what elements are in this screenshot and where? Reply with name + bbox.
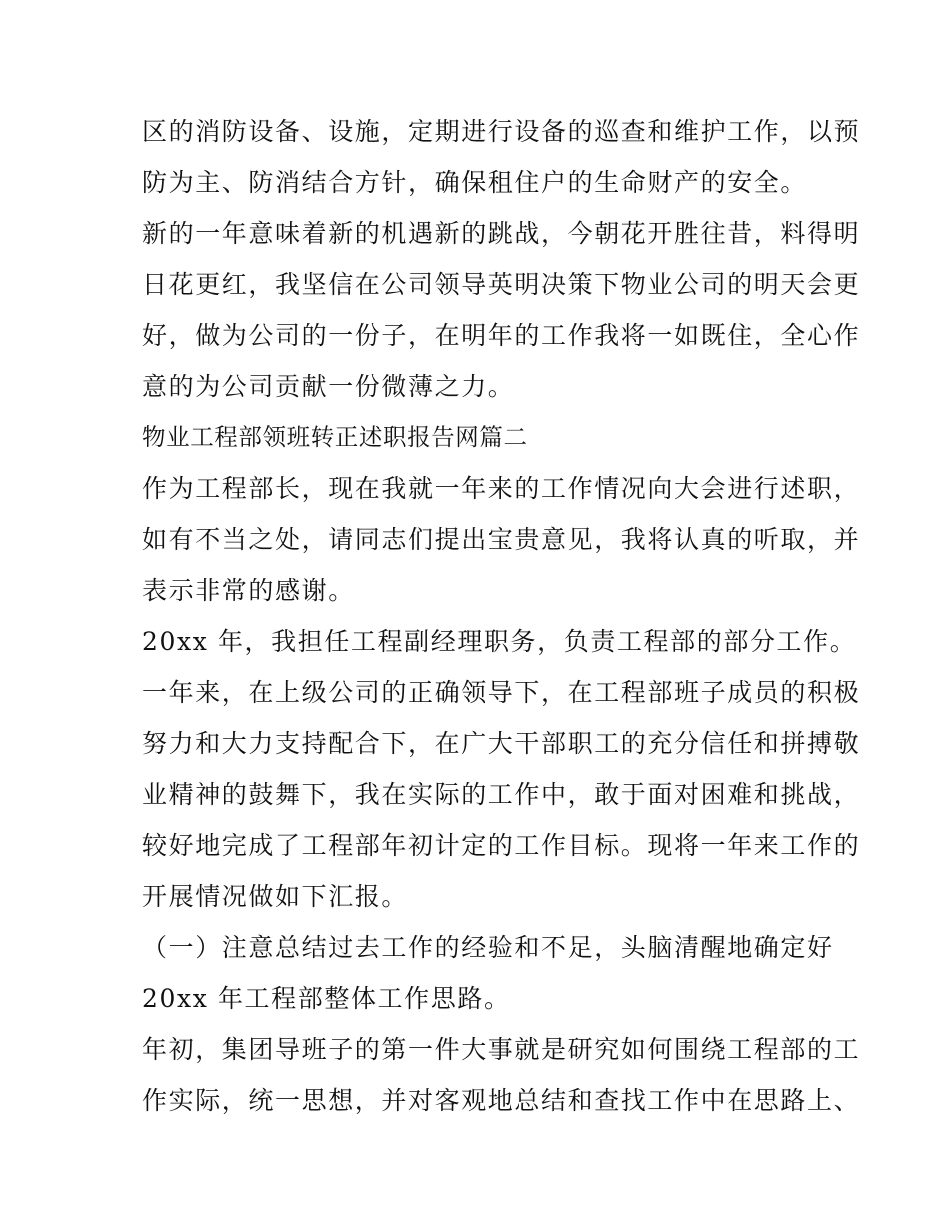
text-line: 日花更红，我坚信在公司领导英明决策下物业公司的明天会更	[142, 270, 861, 299]
text-line: 20xx 年，我担任工程副经理职务，负责工程部的部分工作。	[142, 627, 857, 656]
text-line: 开展情况做如下汇报。	[142, 882, 409, 911]
text-line: 区的消防设备、设施，定期进行设备的巡查和维护工作，以预	[142, 117, 861, 146]
text-line: 20xx 年工程部整体工作思路。	[142, 984, 511, 1013]
text-line: 新的一年意味着新的机遇新的跳战，今朝花开胜往昔，料得明	[142, 219, 861, 248]
text-line: 一年来，在上级公司的正确领导下，在工程部班子成员的积极	[142, 678, 861, 707]
text-line: 努力和大力支持配合下，在广大干部职工的充分信任和拼搏敬	[142, 729, 861, 758]
text-line: 意的为公司贡献一份微薄之力。	[142, 372, 515, 401]
text-line: 作为工程部长，现在我就一年来的工作情况向大会进行述职，	[142, 474, 861, 503]
text-line: 表示非常的感谢。	[142, 576, 355, 605]
text-line: 业精神的鼓舞下，我在实际的工作中，敢于面对困难和挑战，	[142, 780, 861, 809]
text-line: （一）注意总结过去工作的经验和不足，头脑清醒地确定好	[142, 933, 834, 962]
document-body	[142, 106, 861, 1126]
text-line: 年初，集团导班子的第一件大事就是研究如何围绕工程部的工	[142, 1035, 861, 1064]
text-line: 如有不当之处，请同志们提出宝贵意见，我将认真的听取，并	[142, 525, 861, 554]
section-heading: 物业工程部领班转正述职报告网篇二	[142, 423, 528, 451]
text-line: 防为主、防消结合方针，确保租住户的生命财产的安全。	[142, 168, 808, 197]
text-line: 作实际，统一思想，并对客观地总结和查找工作中在思路上、	[142, 1086, 861, 1115]
text-line: 较好地完成了工程部年初计定的工作目标。现将一年来工作的	[142, 831, 861, 860]
text-line: 好，做为公司的一份子，在明年的工作我将一如既住，全心作	[142, 321, 861, 350]
